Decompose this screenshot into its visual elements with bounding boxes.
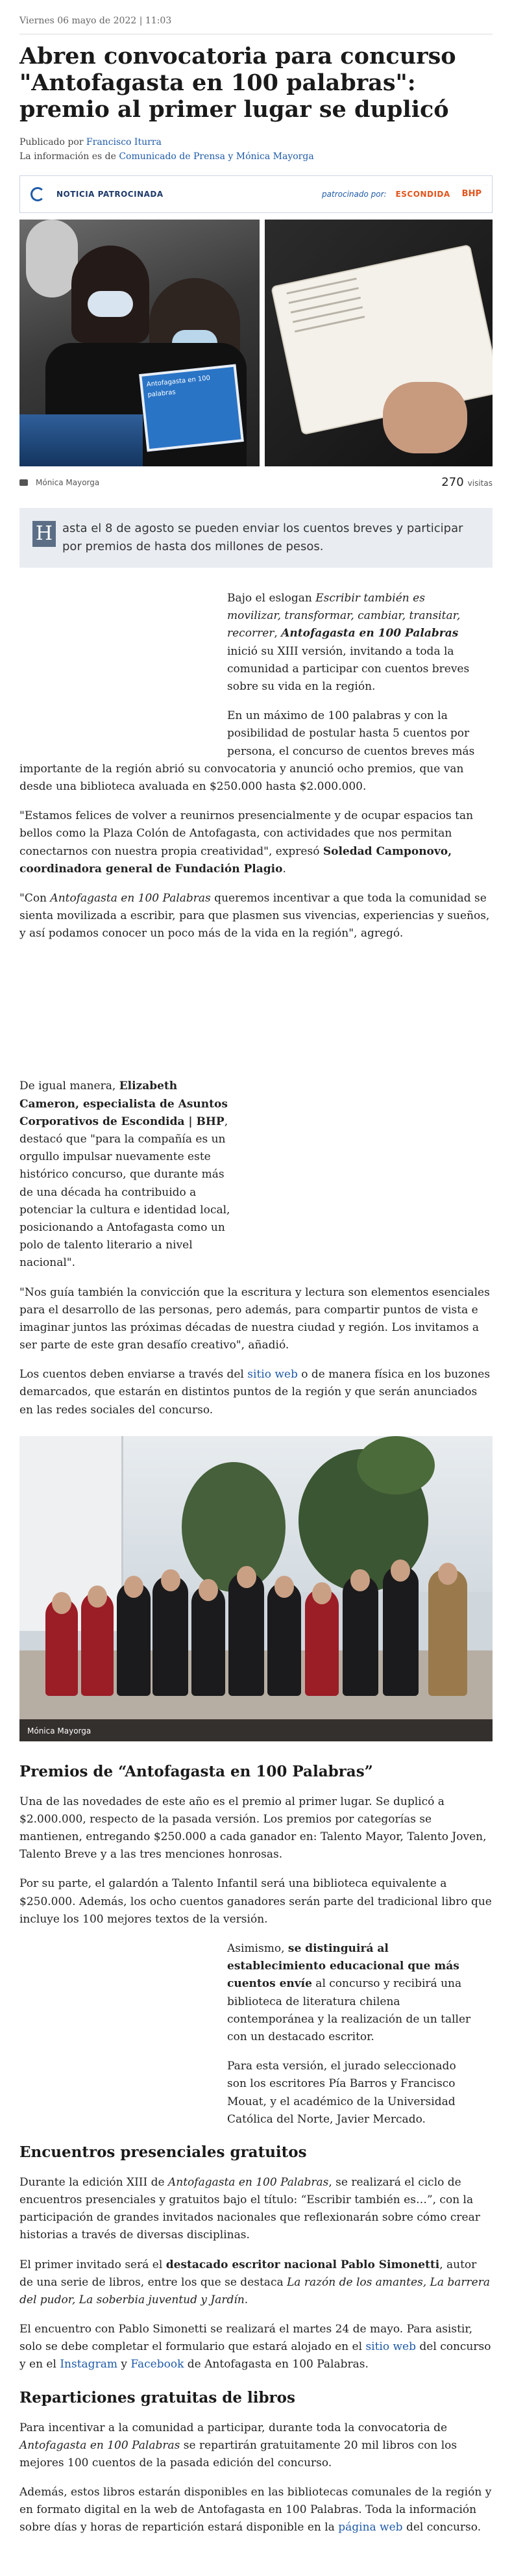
website-link[interactable]: sitio web <box>247 1368 298 1382</box>
body-paragraph-5 <box>19 1078 234 1272</box>
hero-photo-credit: Mónica Mayorga <box>36 477 100 487</box>
hero-book-stack <box>19 414 143 466</box>
photo-person <box>228 1572 264 1696</box>
byline-published-prefix: Publicado por <box>19 136 86 147</box>
p2-text-end: importante de la región abrió su convocatoria y anunció ocho premios, que van desde una biblioteca avaluada en $250.000 hasta $2.000.000. <box>19 762 464 793</box>
enc-p1-contest: Antofagasta en 100 Palabras <box>168 2175 329 2189</box>
photo-person <box>305 1589 339 1696</box>
photo-palm <box>357 1436 435 1495</box>
instagram-link[interactable]: Instagram <box>60 2358 117 2371</box>
prizes-paragraph-3 <box>227 1940 477 2046</box>
prizes-p3-end: al concurso y recibirá una biblioteca de literatura chilena contemporánea y la realización de un taller con un destacado escritor. <box>227 1977 471 2043</box>
books-p2-start: Además, estos libros estarán disponibles en las bibliotecas comunales de la región y en formato digital en la web de Antofagasta en 100 Palabras. Toda la información sobre días y horas de repartición estará disponible en la <box>19 2486 492 2534</box>
p4-contest: Antofagasta en 100 Palabras <box>50 891 211 905</box>
p4-end: queremos incentivar a que toda la comunidad se sienta movilizada a escribir, para que plasmen sus vivencias, experiencias y sueños, y así podamos conocer un poco más de la vida en la región", agregó. <box>19 891 490 941</box>
body-paragraph-4 <box>19 890 493 943</box>
hero-figure-background <box>26 220 78 297</box>
photo-person <box>152 1576 188 1696</box>
views-label: visitas <box>467 479 493 488</box>
hero-hand <box>383 382 467 453</box>
books-p1-end: se repartirán gratuitamente 20 mil libros con los mejores 100 cuentos de la pasada edición del concurso. <box>19 2438 457 2469</box>
hero-book <box>139 364 244 452</box>
webpage-link[interactable]: página web <box>338 2521 403 2534</box>
article-lead <box>19 508 493 568</box>
enc-p3-mid: del concurso y en el <box>19 2340 491 2371</box>
prizes-p3-start: Asimismo, <box>227 1942 288 1956</box>
encounters-paragraph-2 <box>19 2256 493 2310</box>
enc-p3-and: y <box>117 2358 131 2371</box>
escondida-logo: ESCONDIDA <box>395 189 450 199</box>
sponsor-badge-icon <box>30 187 45 201</box>
section-heading-prizes: Premios de “Antofagasta en 100 Palabras” <box>19 1762 373 1780</box>
source-link[interactable]: Comunicado de Prensa y Mónica Mayorga <box>119 151 314 162</box>
photo-head <box>124 1576 143 1598</box>
slogan: Escribir también es movilizar, transformar, cambiar, transitar, recorrer <box>227 592 461 640</box>
embed-spacer <box>19 942 493 1066</box>
photo-person <box>383 1566 419 1696</box>
enc-p3-start: El encuentro con Pablo Simonetti se realizará el martes 24 de mayo. Para asistir, solo se debe completar el formulario que estará alojado en el <box>19 2323 473 2354</box>
enc-p1-end: , se realizará el ciclo de encuentros presenciales y gratuitos bajo el título: “Escribir también es…”, con la participación de grandes invitados nacionales que reflexionarán sobre cómo crear historias a través de diversas disciplinas. <box>19 2175 480 2242</box>
p3-end: . <box>282 862 286 876</box>
p7-end: o de manera física en los buzones demarcados, que estarán en distintos puntos de la región y que serán anunciados en las redes sociales del concurso. <box>19 1368 491 1417</box>
hero-mask-1 <box>88 291 133 317</box>
byline-published <box>19 135 493 149</box>
p3-speaker: Soledad Camponovo, coordinadora general de Fundación Plagio <box>19 844 452 876</box>
photo-person <box>81 1592 114 1696</box>
author-link[interactable]: Francisco Iturra <box>86 136 162 147</box>
contest-website-link[interactable]: sitio web <box>365 2340 416 2354</box>
books-p1-start: Para incentivar a la comunidad a participar, durante toda la convocatoria de <box>19 2421 448 2434</box>
enc-p1-start: Durante la edición XIII de <box>19 2175 168 2189</box>
group-photo <box>19 1436 493 1741</box>
photo-person <box>191 1585 225 1696</box>
p5-speaker: Elizabeth Cameron, especialista de Asuntos Corporativos de Escondida | BHP <box>19 1080 228 1128</box>
article-byline <box>19 135 493 164</box>
photo-person <box>117 1582 151 1696</box>
books-paragraph-1 <box>19 2419 493 2473</box>
photo-head <box>391 1559 410 1582</box>
body-paragraph-1 <box>227 590 477 696</box>
body-paragraph-6: "Nos guía también la convicción que la escritura y lectura son elementos esenciales para el desarrollo de las personas, pero además, para compartir puntos de vista e imaginar juntos las próximas décadas de nuestra ciudad y región. Los invitamos a ser parte de este gran desafío creativo", añadió. <box>19 1285 490 1352</box>
prizes-paragraph-1: Una de las novedades de este año es el premio al primer lugar. Se duplicó a $2.000.000, respecto de la pasada versión. Los premios por categorías se mantienen, entregando $250.000 a cada ganador en: Talento Mayor, Talento Joven, Talento Breve y a las tres menciones honrosas. <box>19 1795 487 1862</box>
body-paragraph-3 <box>19 807 493 878</box>
bhp-logo: BHP <box>461 189 482 199</box>
byline-source <box>19 149 493 164</box>
p1-text-end: inició su XIII versión, invitando a toda la comunidad a participar con cuentos breves sobre su vida en la región. <box>227 644 470 693</box>
photo-head <box>312 1582 332 1604</box>
prizes-paragraph-4: Para esta versión, el jurado seleccionado son los escritores Pía Barros y Francisco Mouat, y el académico de la Universidad Católica del Norte, Javier Mercado. <box>227 2060 456 2126</box>
camera-icon <box>19 479 28 486</box>
photo-head <box>88 1585 107 1608</box>
body-paragraph-7 <box>19 1366 493 1419</box>
photo-head <box>237 1566 256 1588</box>
sponsored-banner[interactable] <box>19 175 493 213</box>
books-p1-contest: Antofagasta en 100 Palabras <box>19 2438 180 2452</box>
lead-text: asta el 8 de agosto se pueden enviar los cuentos breves y participar por premios de hasta dos millones de pesos. <box>62 522 463 554</box>
p5-start: De igual manera, <box>19 1080 119 1093</box>
hero-caption-row <box>19 475 493 490</box>
enc-p2-guest: destacado escritor nacional Pablo Simonetti <box>165 2258 440 2271</box>
photo-person <box>428 1569 467 1696</box>
photo-head <box>350 1569 370 1591</box>
photo-head <box>199 1579 218 1601</box>
hero-image <box>19 220 493 466</box>
group-photo-caption: Mónica Mayorga <box>19 1719 493 1741</box>
article-dateline: Viernes 06 mayo de 2022 | 11:03 <box>19 0 493 34</box>
footer-pad <box>19 2537 493 2576</box>
p3-quote: "Estamos felices de volver a reunirnos presencialmente y de ocupar espacios tan bellos como la Plaza Colón de Antofagasta, con actividades que nos permitan conectarnos con nuestra propia creatividad", expresó <box>19 809 474 858</box>
encounters-paragraph-1 <box>19 2174 493 2245</box>
facebook-link[interactable]: Facebook <box>130 2358 184 2371</box>
encounters-paragraph-3 <box>19 2321 493 2374</box>
p5-quote: , destacó que "para la compañía es un orgullo impulsar nuevamente este histórico concurso, que durante más de una década ha contribuido a potenciar la cultura e identidad local, posicionando a Antofagasta como un polo de talento literario a nivel nacional". <box>19 1115 230 1270</box>
hero-book-text: Antofagasta en 100 palabras <box>146 375 211 399</box>
section-heading-encounters: Encuentros presenciales gratuitos <box>19 2143 307 2161</box>
books-p2-end: del concurso. <box>402 2521 482 2534</box>
lead-dropcap: H <box>32 521 56 547</box>
photo-person <box>343 1576 378 1696</box>
contest-name: Antofagasta en 100 Palabras <box>281 627 459 640</box>
hero-divider <box>260 220 265 466</box>
photo-head <box>52 1592 71 1614</box>
photo-crowd <box>45 1547 487 1696</box>
photo-head <box>274 1576 294 1598</box>
body-paragraph-2 <box>19 707 493 796</box>
views-counter <box>441 474 493 492</box>
p4-start: "Con <box>19 891 51 905</box>
p2-text-start: En un máximo de 100 palabras y con la posibilidad de postular hasta 5 cuentos por persona, el concurso de cuentos breves más <box>227 709 475 758</box>
byline-info-prefix: La información es de <box>19 151 119 162</box>
photo-head <box>438 1563 457 1585</box>
article-title: Abren convocatoria para concurso "Antofagasta en 100 palabras": premio al primer lugar se duplicó <box>19 42 456 123</box>
books-paragraph-2 <box>19 2484 493 2537</box>
prizes-paragraph-2: Por su parte, el galardón a Talento Infantil será una biblioteca equivalente a $250.000. Además, los ocho cuentos ganadores serán parte del tradicional libro que incluye los 100 mejores textos de la versión. <box>19 1877 492 1926</box>
views-count: 270 <box>441 475 464 490</box>
prizes-p3-bold: se distinguirá al establecimiento educacional que más cuentos envíe <box>227 1942 459 1991</box>
enc-p2-mid: , autor de una serie de libros, entre los que se destaca <box>19 2258 477 2289</box>
enc-p3-end: de Antofagasta en 100 Palabras. <box>184 2358 369 2371</box>
p1-sep: , <box>274 627 282 640</box>
sponsored-label: NOTICIA PATROCINADA <box>56 189 164 199</box>
photo-person <box>267 1582 301 1696</box>
p7-start: Los cuentos deben enviarse a través del <box>19 1368 248 1382</box>
photo-head <box>161 1569 180 1591</box>
p1-text: Bajo el eslogan <box>227 592 316 605</box>
enc-p2-start: El primer invitado será el <box>19 2258 166 2271</box>
section-heading-books: Reparticiones gratuitas de libros <box>19 2388 295 2406</box>
sponsored-by-label: patrocinado por: <box>322 189 387 199</box>
enc-p2-books: La razón de los amantes, La barrera del pudor, La soberbia juventud y Jardín. <box>19 2275 490 2306</box>
